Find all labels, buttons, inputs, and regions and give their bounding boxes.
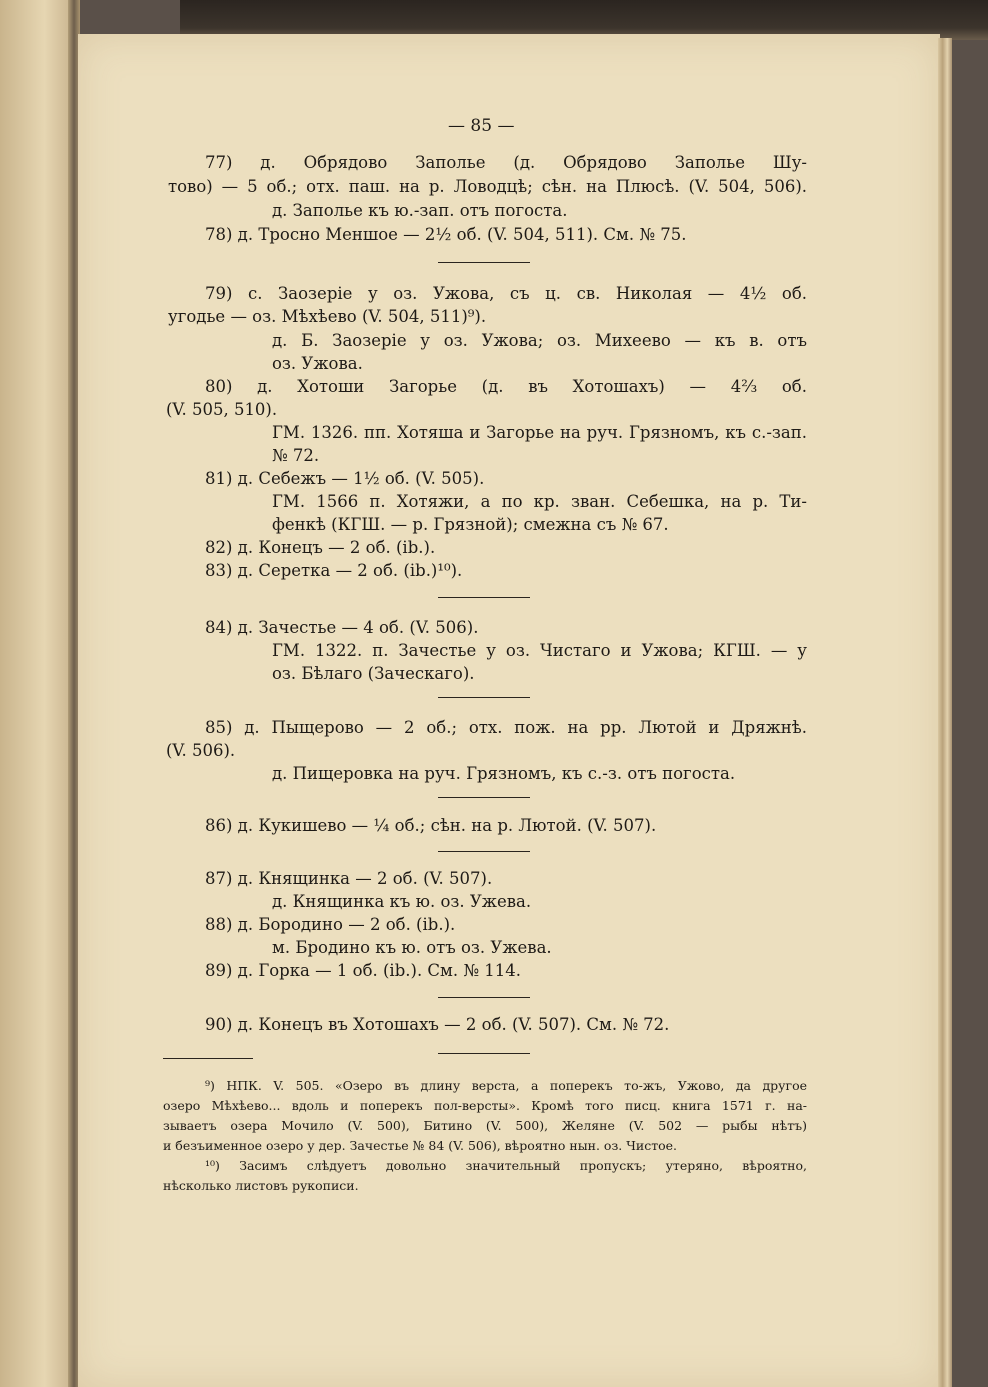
footnote-9-line-1: ⁹) НПК. V. 505. «Озеро въ длину верста, а поперекъ то-жъ, Ужово, да другое: [205, 1078, 807, 1093]
section-divider: [438, 797, 530, 798]
entry-90: 90) д. Конецъ въ Хотошахъ — 2 об. (V. 507). См. № 72.: [205, 1015, 670, 1034]
entry-84: 84) д. Зачестье — 4 об. (V. 506).: [205, 618, 479, 637]
entry-78: 78) д. Тросно Меншое — 2½ об. (V. 504, 511). См. № 75.: [205, 225, 687, 244]
entry-77-note: д. Заполье къ ю.-зап. отъ погоста.: [272, 201, 568, 220]
entry-79-line-2: угодье — оз. Мѣхѣево (V. 504, 511)⁹).: [168, 307, 487, 326]
entry-85-line-2: (V. 506).: [166, 741, 236, 760]
entry-80-line-1: 80) д. Хотоши Загорье (д. въ Хотошахъ) — 4⅔ об.: [205, 377, 807, 396]
entry-83: 83) д. Серетка — 2 об. (ib.)¹⁰).: [205, 561, 463, 580]
entry-77-line-2: тово) — 5 об.; отх. паш. на р. Ловодцѣ; сѣн. на Плюсѣ. (V. 504, 506).: [168, 177, 807, 196]
entry-84-note-2: оз. Бѣлаго (Заческаго).: [272, 664, 475, 683]
entry-85-note: д. Пищеровка на руч. Грязномъ, къ с.-з. отъ погоста.: [272, 764, 736, 783]
entry-88: 88) д. Бородино — 2 об. (ib.).: [205, 915, 456, 934]
footnote-10-line-1: ¹⁰) Засимъ слѣдуетъ довольно значительный пропускъ; утеряно, вѣроятно,: [205, 1158, 807, 1173]
section-divider: [438, 851, 530, 852]
entry-89: 89) д. Горка — 1 об. (ib.). См. № 114.: [205, 961, 521, 980]
entry-79-line-1: 79) с. Заозеріе у оз. Ужова, съ ц. св. Николая — 4½ об.: [205, 284, 807, 303]
entry-79-note-1: д. Б. Заозеріе у оз. Ужова; оз. Михеево — къ в. отъ: [272, 331, 807, 350]
entry-81-note-1: ГМ. 1566 п. Хотяжи, а по кр. зван. Себешка, на р. Ти-: [272, 492, 807, 511]
footnote-9-line-2: озеро Мѣхѣево... вдоль и поперекъ пол-версты». Кромѣ того писц. книга 1571 г. на-: [163, 1098, 807, 1113]
section-divider: [438, 997, 530, 998]
entry-81-note-2: фенкѣ (КГШ. — р. Грязной); смежна съ № 67.: [272, 515, 669, 534]
entry-85-line-1: 85) д. Пыщерово — 2 об.; отх. пож. на рр. Лютой и Дряжнѣ.: [205, 718, 807, 737]
section-divider: [438, 1053, 530, 1054]
entry-88-note: м. Бродино къ ю. отъ оз. Ужева.: [272, 938, 552, 957]
section-divider: [438, 697, 530, 698]
entry-77-line-1: 77) д. Обрядово Заполье (д. Обрядово Заполье Шу-: [205, 153, 807, 172]
footnote-9-line-3: зываетъ озера Мочило (V. 500), Битино (V. 500), Желяне (V. 502 — рыбы нѣтъ): [163, 1118, 807, 1133]
page-stack-edge: [938, 38, 952, 1387]
entry-86: 86) д. Кукишево — ¼ об.; сѣн. на р. Лютой. (V. 507).: [205, 816, 657, 835]
facing-page-edge: [0, 0, 74, 1387]
footnote-9-line-4: и безъименное озеро у дер. Зачестье № 84 (V. 506), вѣроятно нын. оз. Чистое.: [163, 1138, 678, 1153]
entry-79-note-2: оз. Ужова.: [272, 354, 363, 373]
footnote-10-line-2: нѣсколько листовъ рукописи.: [163, 1178, 359, 1193]
entry-84-note-1: ГМ. 1322. п. Зачестье у оз. Чистаго и Ужова; КГШ. — у: [272, 641, 807, 660]
entry-81: 81) д. Себежъ — 1½ об. (V. 505).: [205, 469, 485, 488]
entry-80-line-2: (V. 505, 510).: [166, 400, 278, 419]
entry-87-note: д. Княщинка къ ю. оз. Ужева.: [272, 892, 532, 911]
section-divider: [438, 597, 530, 598]
entry-82: 82) д. Конецъ — 2 об. (ib.).: [205, 538, 436, 557]
section-divider: [438, 262, 530, 263]
entry-80-note-2: № 72.: [272, 446, 320, 465]
entry-80-note-1: ГМ. 1326. пп. Хотяша и Загорье на руч. Грязномъ, къ с.-зап.: [272, 423, 807, 442]
footnote-separator: [163, 1058, 253, 1059]
page-number: — 85 —: [448, 116, 515, 136]
entry-87: 87) д. Княщинка — 2 об. (V. 507).: [205, 869, 493, 888]
